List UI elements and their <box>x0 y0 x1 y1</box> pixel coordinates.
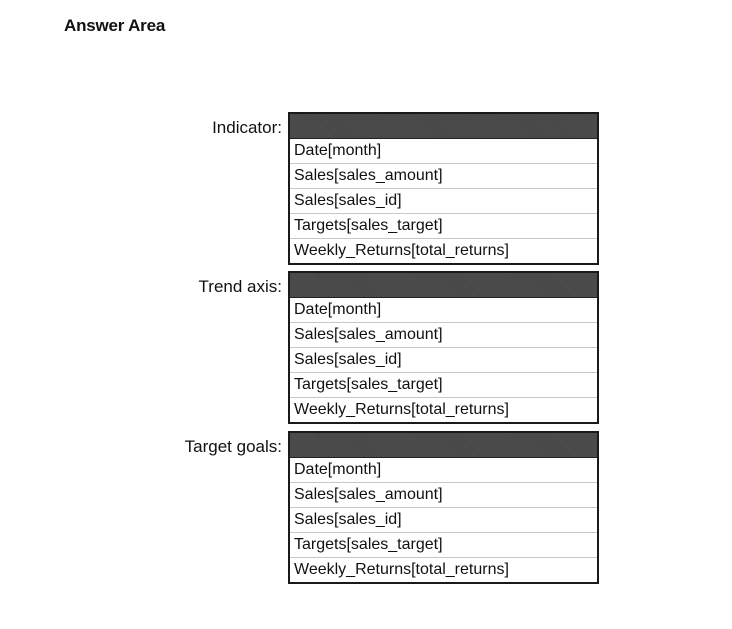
trend-axis-option-sales-id[interactable]: Sales[sales_id] <box>290 348 597 373</box>
indicator-option-date-month[interactable]: Date[month] <box>290 139 597 164</box>
indicator-dropdown-header[interactable] <box>290 114 597 139</box>
indicator-label: Indicator: <box>212 118 282 137</box>
trend-axis-option-sales-amount[interactable]: Sales[sales_amount] <box>290 323 597 348</box>
indicator-option-list <box>290 139 597 263</box>
target-goals-option-total-returns[interactable]: Weekly_Returns[total_returns] <box>294 561 509 578</box>
target-goals-option-sales-amount[interactable]: Sales[sales_amount] <box>290 483 597 508</box>
target-goals-dropdown[interactable] <box>288 431 599 584</box>
trend-axis-option-list <box>290 298 597 422</box>
trend-axis-dropdown-header[interactable] <box>290 273 597 298</box>
indicator-option-total-returns[interactable]: Weekly_Returns[total_returns] <box>294 242 509 259</box>
target-goals-label: Target goals: <box>184 437 282 456</box>
trend-axis-label: Trend axis: <box>198 277 282 296</box>
answer-area-title: Answer Area <box>64 16 166 35</box>
target-goals-option-sales-target[interactable]: Targets[sales_target] <box>290 533 597 558</box>
target-goals-option-list <box>290 458 597 582</box>
indicator-dropdown[interactable] <box>288 112 599 265</box>
target-goals-dropdown-header[interactable] <box>290 433 597 458</box>
trend-axis-option-date-month[interactable]: Date[month] <box>290 298 597 323</box>
indicator-option-sales-amount[interactable]: Sales[sales_amount] <box>290 164 597 189</box>
trend-axis-option-sales-target[interactable]: Targets[sales_target] <box>290 373 597 398</box>
trend-axis-dropdown[interactable] <box>288 271 599 424</box>
trend-axis-option-total-returns[interactable]: Weekly_Returns[total_returns] <box>294 401 509 418</box>
indicator-option-sales-id[interactable]: Sales[sales_id] <box>290 189 597 214</box>
target-goals-option-date-month[interactable]: Date[month] <box>290 458 597 483</box>
indicator-option-sales-target[interactable]: Targets[sales_target] <box>290 214 597 239</box>
target-goals-option-sales-id[interactable]: Sales[sales_id] <box>290 508 597 533</box>
